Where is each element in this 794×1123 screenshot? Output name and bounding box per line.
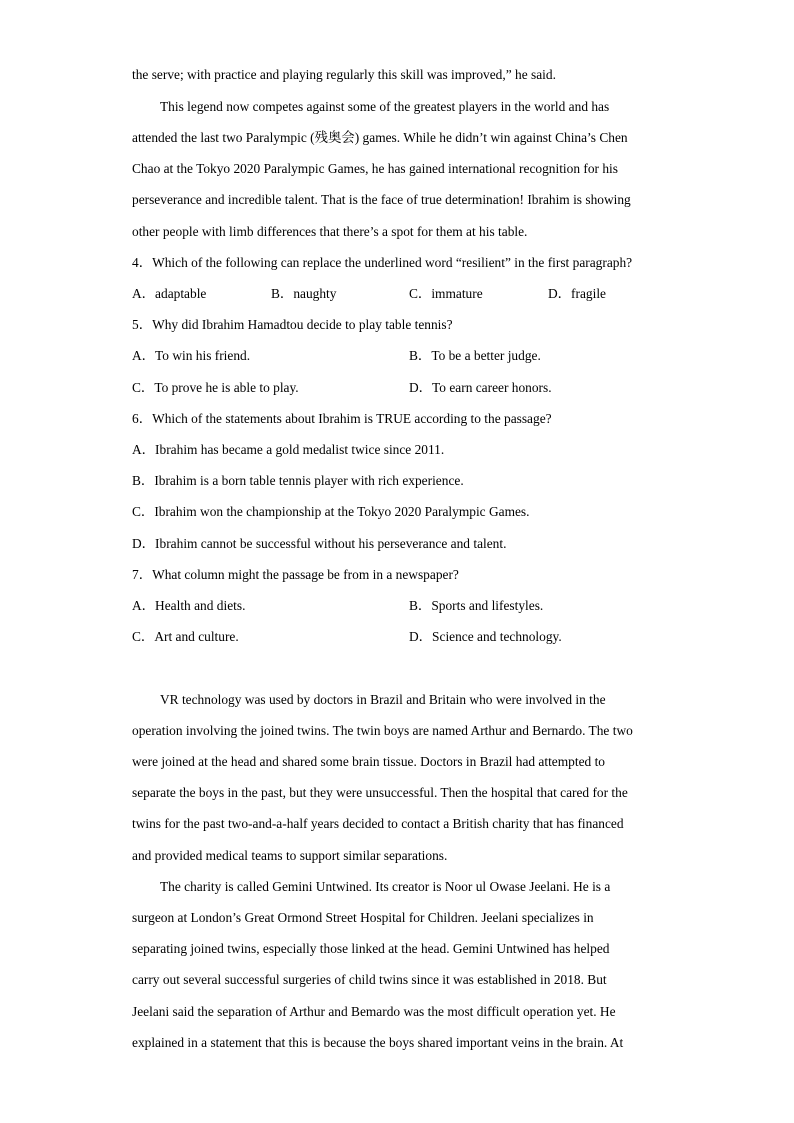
question-6-option-d: D．Ibrahim cannot be successful without his perseverance and talent. <box>132 536 507 551</box>
passage2-para2-line: carry out several successful surgeries of child twins since it was established in 2018. But <box>132 972 607 987</box>
passage1-para2-line: attended the last two Paralympic (残奥会) games. While he didn’t win against China’s Chen <box>132 130 628 145</box>
passage2-para2-line: surgeon at London’s Great Ormond Street Hospital for Children. Jeelani specializes in <box>132 910 594 925</box>
passage2-para1-line: and provided medical teams to support similar separations. <box>132 848 448 863</box>
passage1-para2-line: other people with limb differences that there’s a spot for them at his table. <box>132 224 528 239</box>
passage2-para1-line: separate the boys in the past, but they were unsuccessful. Then the hospital that cared for the <box>132 785 628 800</box>
question-5-option-b: B．To be a better judge. <box>409 348 541 363</box>
question-6-option-a: A．Ibrahim has became a gold medalist twice since 2011. <box>132 442 445 457</box>
question-5-option-a: A．To win his friend. <box>132 348 251 363</box>
question-7-option-d: D．Science and technology. <box>409 629 562 644</box>
question-7-option-a: A．Health and diets. <box>132 598 246 613</box>
passage2-para2-line: Jeelani said the separation of Arthur and Bemardo was the most difficult operation yet. He <box>132 1004 616 1019</box>
question-7-stem: 7．What column might the passage be from in a newspaper? <box>132 567 459 582</box>
question-4-option-d: D．fragile <box>548 286 607 301</box>
passage2-para2-line: separating joined twins, especially those linked at the head. Gemini Untwined has helped <box>132 941 610 956</box>
passage1-line: the serve; with practice and playing regularly this skill was improved,” he said. <box>132 67 556 82</box>
question-4-option-b: B．naughty <box>271 286 337 301</box>
passage2-para2-line: The charity is called Gemini Untwined. Its creator is Noor ul Owase Jeelani. He is a <box>160 879 611 894</box>
question-4-option-c: C．immature <box>409 286 483 301</box>
question-4-stem: 4．Which of the following can replace the underlined word “resilient” in the first paragraph? <box>132 255 633 270</box>
passage2-para1-line: were joined at the head and shared some brain tissue. Doctors in Brazil had attempted to <box>132 754 605 769</box>
question-4-option-a: A．adaptable <box>132 286 207 301</box>
passage2-para1-line: operation involving the joined twins. The twin boys are named Arthur and Bernardo. The two <box>132 723 633 738</box>
passage2-para1-line: twins for the past two-and-a-half years decided to contact a British charity that has financed <box>132 816 624 831</box>
passage1-para2-line: Chao at the Tokyo 2020 Paralympic Games, he has gained international recognition for his <box>132 161 618 176</box>
passage2-para1-line: VR technology was used by doctors in Brazil and Britain who were involved in the <box>160 692 606 707</box>
passage2-para2-line: explained in a statement that this is because the boys shared important veins in the brain. At <box>132 1035 624 1050</box>
question-6-option-b: B．Ibrahim is a born table tennis player with rich experience. <box>132 473 464 488</box>
passage1-para2-line: perseverance and incredible talent. That is the face of true determination! Ibrahim is showing <box>132 192 631 207</box>
question-6-stem: 6．Which of the statements about Ibrahim is TRUE according to the passage? <box>132 411 552 426</box>
question-7-option-b: B．Sports and lifestyles. <box>409 598 544 613</box>
passage1-para2-line: This legend now competes against some of the greatest players in the world and has <box>160 99 610 114</box>
question-7-option-c: C．Art and culture. <box>132 629 239 644</box>
question-5-stem: 5．Why did Ibrahim Hamadtou decide to play table tennis? <box>132 317 453 332</box>
question-5-option-c: C．To prove he is able to play. <box>132 380 299 395</box>
question-6-option-c: C．Ibrahim won the championship at the Tokyo 2020 Paralympic Games. <box>132 504 530 519</box>
question-5-option-d: D．To earn career honors. <box>409 380 552 395</box>
